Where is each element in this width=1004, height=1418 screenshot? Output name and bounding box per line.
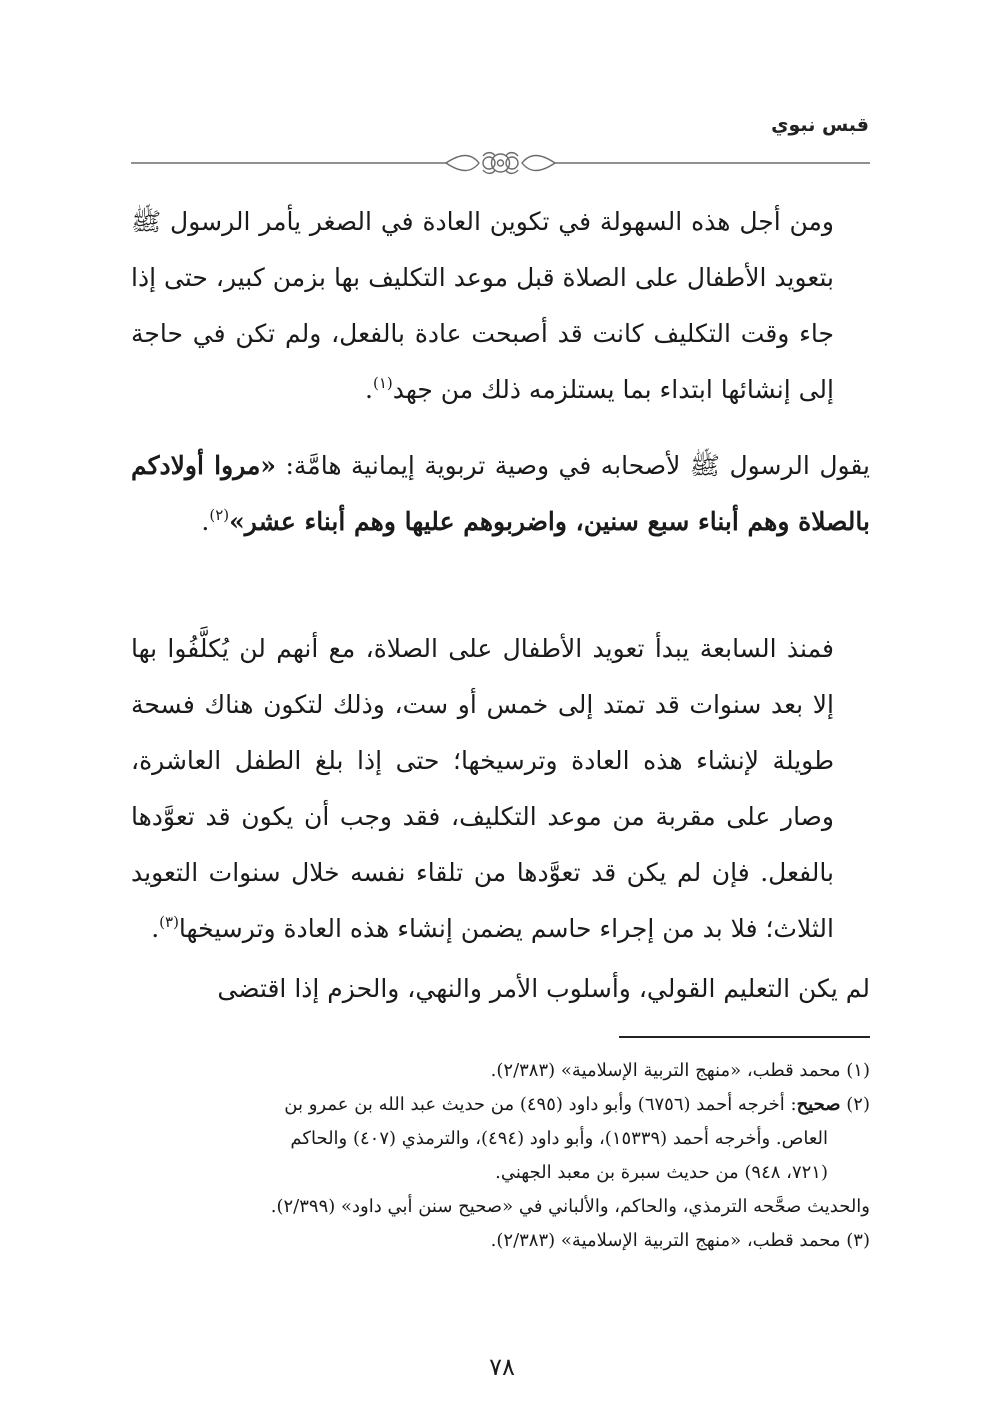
paragraph-4 (131, 961, 870, 1017)
paragraph-1-end: . (365, 375, 373, 404)
footnote-ref-2[interactable]: (٢) (209, 506, 230, 524)
paragraph-3 (131, 621, 870, 957)
footnote-ref-1[interactable]: (١) (372, 374, 393, 392)
footnote-2-line-4: والحديث صحَّحه الترمذي، والحاكم، والألباني في «صحيح سنن أبي داود» (٢/٣٩٩). (270, 1196, 870, 1217)
paragraph-1 (131, 194, 870, 418)
paragraph-3-text: فمنذ السابعة يبدأ تعويد الأطفال على الصلاة، مع أنهم لن يُكلَّفُوا بها إلا بعد سنوات قد تمتد إلى خمس أو ست، وذلك لتكون هناك فسحة طويلة لإنشاء هذه العادة وترسيخها؛ حتى إذا بلغ الطفل العاشرة، وصار على مقربة من موعد التكليف، فقد وجب أن يكون قد تعوَّدها بالفعل. فإن لم يكن قد تعوَّدها من تلقاء نفسه خلال سنوات التعويد الثلاث؛ فلا بد من إجراء حاسم يضمن إنشاء هذه العادة وترسيخها (131, 634, 834, 943)
footnote-separator (619, 1036, 870, 1038)
footnotes (131, 1054, 870, 1258)
footnote-2 (131, 1088, 870, 1122)
ornament-divider (131, 148, 870, 178)
page-number: ٧٨ (489, 1353, 515, 1381)
paragraph-2-intro: يقول الرسول ﷺ لأصحابه في وصية تربوية إيمانية هامَّة: (276, 451, 871, 480)
ornament-icon (446, 153, 555, 174)
hadith-quote: «مروا أولادكم بالصلاة وهم أبناء سبع سنين، واضربوهم عليها وهم أبناء عشر» (131, 451, 870, 536)
footnote-3 (131, 1224, 870, 1258)
footnote-3-text: محمد قطب، «منهج التربية الإسلامية» (٢/٣٨٣). (490, 1230, 841, 1251)
footnote-1 (131, 1054, 870, 1088)
footnote-1-text: محمد قطب، «منهج التربية الإسلامية» (٢/٣٨٣). (490, 1060, 841, 1081)
footnote-2-line-2: العاص. وأخرجه أحمد (١٥٣٣٩)، وأبو داود (٤٩٤)، والترمذي (٤٠٧) والحاكم (290, 1128, 828, 1149)
running-header: قبس نبوي (771, 114, 869, 136)
paragraph-1-text: ومن أجل هذه السهولة في تكوين العادة في الصغر يأمر الرسول ﷺ بتعويد الأطفال على الصلاة قبل موعد التكليف بها بزمن كبير، حتى إذا جاء وقت التكليف كانت قد أصبحت عادة بالفعل، ولم تكن في حاجة إلى إنشائها ابتداء بما يستلزمه ذلك من جهد (131, 207, 834, 404)
footnote-2-number: (٢) (846, 1094, 870, 1115)
footnote-1-number: (١) (846, 1060, 870, 1081)
paragraph-4-text: لم يكن التعليم القولي، وأسلوب الأمر والنهي، والحزم إذا اقتضى (217, 974, 870, 1003)
paragraph-3-end: . (151, 914, 160, 943)
paragraph-2-end: . (201, 507, 210, 536)
footnote-2-text: : أخرجه أحمد (٦٧٥٦) وأبو داود (٤٩٥) من حديث عبد الله بن عمرو بن (284, 1094, 797, 1115)
footnote-2-line-3: (٧٢١، ٩٤٨) من حديث سبرة بن معبد الجهني. (495, 1162, 828, 1183)
footnote-3-number: (٣) (846, 1230, 870, 1251)
footnote-ref-3[interactable]: (٣) (159, 913, 179, 931)
footnote-2-label: صحيح (796, 1094, 841, 1115)
paragraph-2 (131, 438, 870, 550)
